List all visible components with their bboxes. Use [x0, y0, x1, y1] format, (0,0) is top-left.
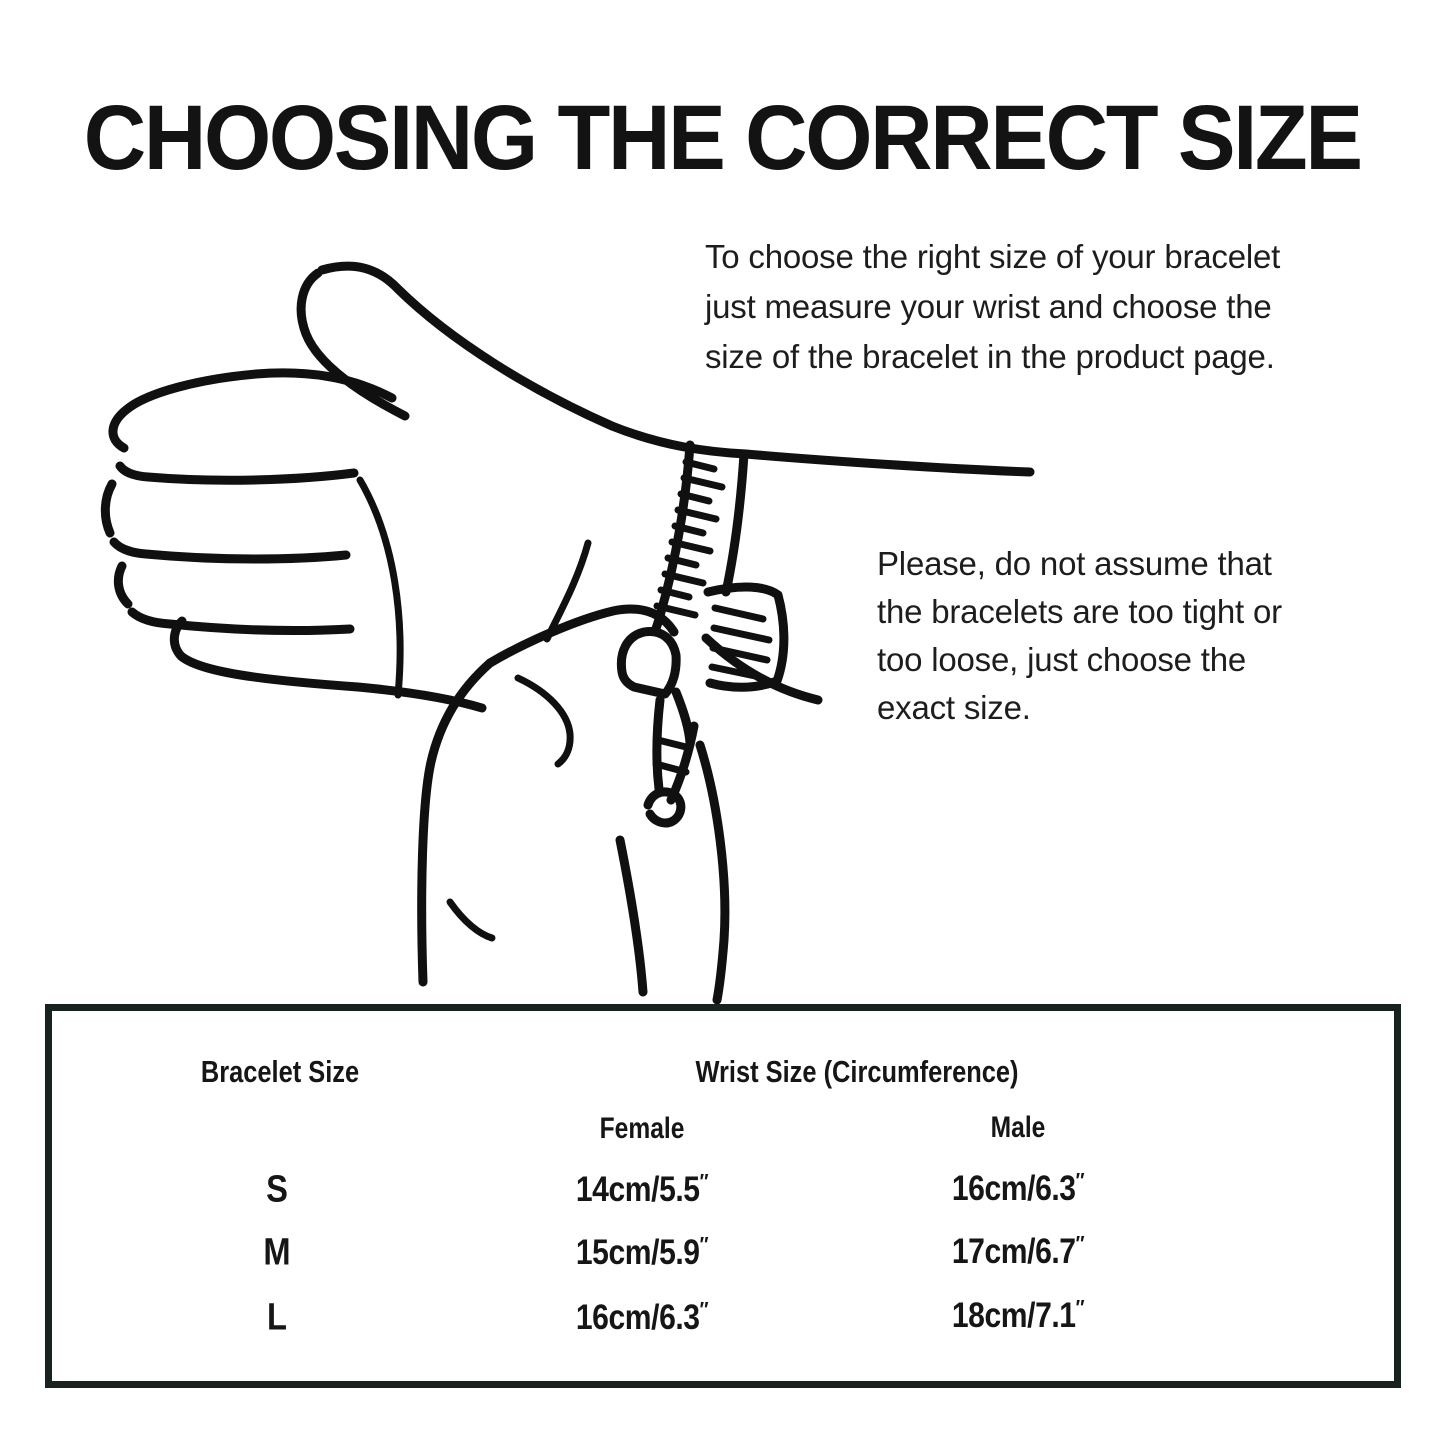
page-title-text: CHOOSING THE CORRECT SIZE	[84, 87, 1361, 189]
table-row-size-label: S	[266, 1168, 289, 1211]
holding-hand-icon	[422, 609, 818, 1000]
page-title	[0, 86, 1445, 191]
table-cell-female-value: 14cm/5.5″	[576, 1168, 709, 1210]
note-line: exact size.	[877, 689, 1031, 726]
inch-mark: ″	[1075, 1229, 1085, 1255]
bracelet-size-header: Bracelet Size	[200, 1054, 360, 1090]
intro-line: size of the bracelet in the product page.	[705, 338, 1275, 375]
intro-line: just measure your wrist and choose the	[705, 288, 1272, 325]
table-cell-female-value: 15cm/5.9″	[576, 1231, 709, 1273]
intro-line: To choose the right size of your bracelet	[705, 238, 1281, 275]
table-row-size-label: M	[263, 1231, 292, 1274]
table-cell-male-value: 17cm/6.7″	[952, 1229, 1085, 1271]
inch-mark: ″	[700, 1168, 709, 1194]
size-table	[45, 1004, 1401, 1388]
table-cell-male-value: 18cm/7.1″	[952, 1294, 1085, 1336]
inch-mark: ″	[700, 1296, 709, 1322]
wrist-size-header: Wrist Size (Circumference)	[695, 1054, 1019, 1090]
male-column-header: Male	[990, 1110, 1046, 1144]
inch-mark: ″	[700, 1231, 709, 1257]
table-cell-male-value: 16cm/6.3″	[952, 1166, 1085, 1208]
inch-mark: ″	[1075, 1294, 1085, 1320]
note-line: the bracelets are too tight or	[877, 593, 1282, 630]
note-line: Please, do not assume that	[877, 545, 1272, 582]
table-row-size-label: L	[267, 1296, 288, 1339]
female-column-header: Female	[600, 1112, 685, 1146]
inch-mark: ″	[1075, 1166, 1085, 1192]
table-cell-female-value: 16cm/6.3″	[576, 1296, 709, 1338]
note-line: too loose, just choose the	[877, 641, 1247, 678]
open-hand-icon	[105, 266, 1030, 708]
hand-measuring-wrist-with-tape-icon	[60, 240, 1070, 1010]
